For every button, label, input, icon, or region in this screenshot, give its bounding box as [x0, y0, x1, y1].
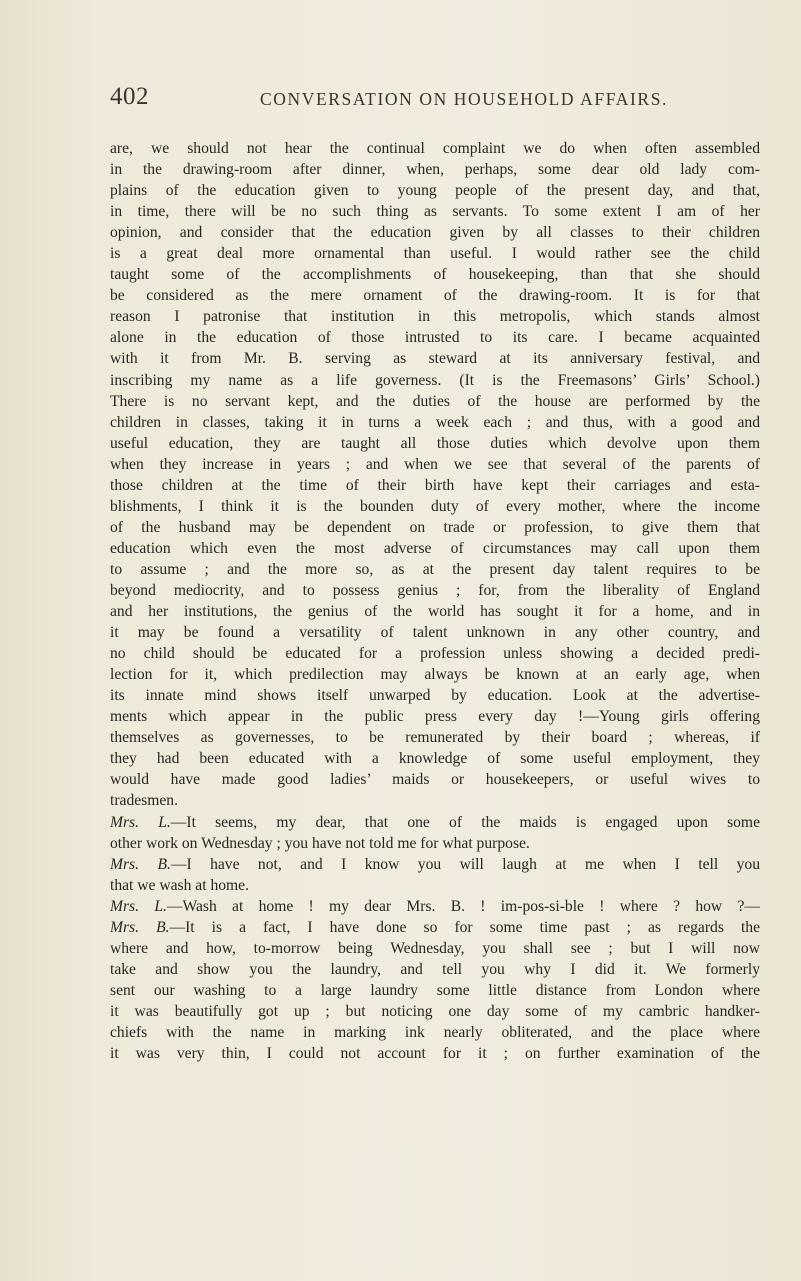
text-line: taught some of the accomplishments of housekeeping, than that she should	[110, 266, 760, 284]
text-line: Mrs. L.—It seems, my dear, that one of the maids is engaged upon some	[110, 813, 760, 831]
page-header	[110, 83, 750, 123]
text-line: where and how, to-morrow being Wednesday, you shall see ; but I will now	[110, 939, 760, 957]
text-line: chiefs with the name in marking ink nearly obliterated, and the place where	[110, 1023, 760, 1041]
text-line: its innate mind shows itself unwarped by education. Look at the advertise-	[110, 687, 760, 705]
text-line: themselves as governesses, to be remunerated by their board ; whereas, if	[110, 729, 760, 747]
text-line: of the husband may be dependent on trade or profession, to give them that	[110, 518, 760, 536]
running-title: CONVERSATION ON HOUSEHOLD AFFAIRS.	[260, 89, 668, 109]
text-line: ments which appear in the public press every day !—Young girls offering	[110, 708, 760, 726]
text-line: would have made good ladies’ maids or housekeepers, or useful wives to	[110, 771, 760, 789]
text-line: lection for it, which predilection may always be known at an early age, when	[110, 666, 760, 684]
text-line: Mrs. L.—Wash at home ! my dear Mrs. B. ! im-pos-si-ble ! where ? how ?—	[110, 897, 760, 915]
text-line: is a great deal more ornamental than useful. I would rather see the child	[110, 245, 760, 263]
text-line: with it from Mr. B. serving as steward at its anniversary festival, and	[110, 350, 760, 368]
text-line: Mrs. B.—It is a fact, I have done so for some time past ; as regards the	[110, 918, 760, 936]
page-number: 402	[110, 83, 149, 110]
text-line: when they increase in years ; and when we see that several of the parents of	[110, 455, 760, 473]
text-line: alone in the education of those intrusted to its care. I became acquainted	[110, 329, 760, 347]
text-line: that we wash at home.	[110, 876, 250, 894]
text-line: blishments, I think it is the bounden duty of every mother, where the income	[110, 497, 760, 515]
text-line: education which even the most adverse of circumstances may call upon them	[110, 539, 760, 557]
text-line: it may be found a versatility of talent unknown in any other country, and	[110, 624, 760, 642]
text-line: be considered as the mere ornament of the drawing-room. It is for that	[110, 287, 760, 305]
text-line: in the drawing-room after dinner, when, perhaps, some dear old lady com-	[110, 161, 760, 179]
text-line: they had been educated with a knowledge of some useful employment, they	[110, 750, 760, 768]
text-line: other work on Wednesday ; you have not told me for what purpose.	[110, 834, 530, 852]
text-line: inscribing my name as a life governess. (It is the Freemasons’ Girls’ School.)	[110, 371, 760, 389]
speaker-name: Mrs. B.	[110, 855, 171, 873]
text-line: in time, there will be no such thing as servants. To some extent I am of her	[110, 203, 760, 221]
text-line: take and show you the laundry, and tell you why I did it. We formerly	[110, 960, 760, 978]
text-line: There is no servant kept, and the duties of the house are performed by the	[110, 392, 760, 410]
body-text	[110, 138, 760, 1064]
text-line: Mrs. B.—I have not, and I know you will laugh at me when I tell you	[110, 855, 760, 873]
speaker-name: Mrs. B.	[110, 918, 170, 936]
text-line: useful education, they are taught all those duties which devolve upon them	[110, 434, 760, 452]
text-line: are, we should not hear the continual complaint we do when often assembled	[110, 140, 760, 157]
text-line: and her institutions, the genius of the world has sought it for a home, and in	[110, 603, 760, 621]
text-line: tradesmen.	[110, 792, 178, 810]
text-line: those children at the time of their birth have kept their carriages and esta-	[110, 476, 760, 494]
text-line: opinion, and consider that the education given by all classes to their children	[110, 224, 760, 242]
text-line: it was very thin, I could not account for it ; on further examination of the	[110, 1045, 760, 1063]
text-line: sent our washing to a large laundry some little distance from London where	[110, 981, 760, 999]
text-line: plains of the education given to young people of the present day, and that,	[110, 182, 760, 200]
text-line: beyond mediocrity, and to possess genius ; for, from the liberality of England	[110, 581, 760, 599]
speaker-name: Mrs. L.	[110, 813, 171, 831]
text-line: reason I patronise that institution in this metropolis, which stands almost	[110, 308, 760, 326]
text-line: it was beautifully got up ; but noticing one day some of my cambric handker-	[110, 1002, 760, 1020]
text-line: to assume ; and the more so, as at the present day talent requires to be	[110, 560, 760, 578]
text-line: children in classes, taking it in turns a week each ; and thus, with a good and	[110, 413, 760, 431]
text-line: no child should be educated for a profession unless showing a decided predi-	[110, 645, 760, 663]
speaker-name: Mrs. L.	[110, 897, 167, 915]
